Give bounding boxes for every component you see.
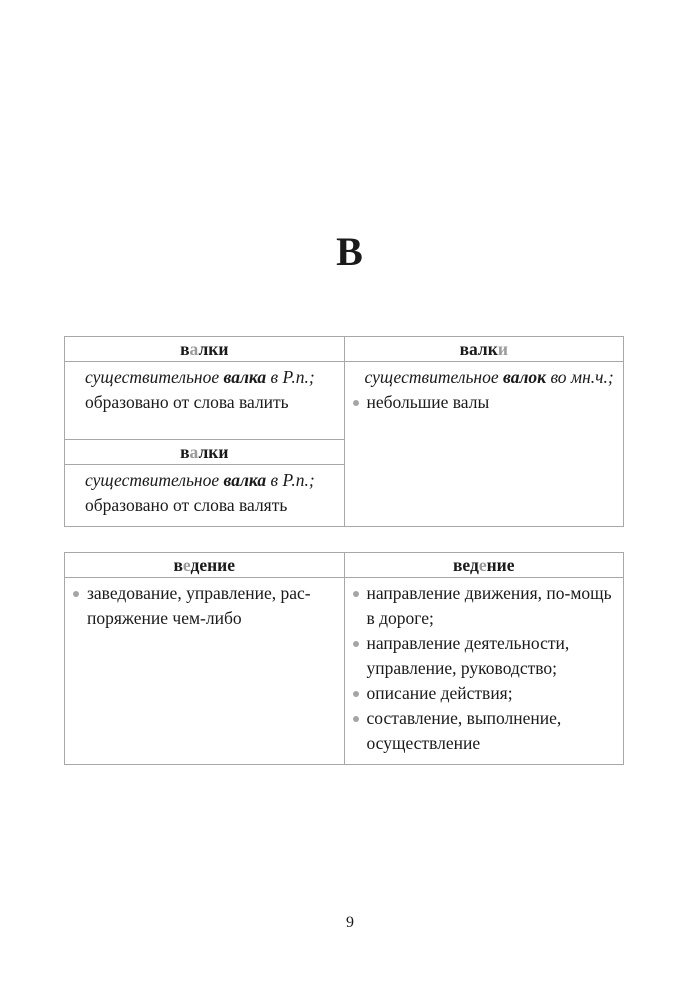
definition-bullet: составление, выполнение, осуществление xyxy=(351,706,616,756)
definition-bullet: направление деятельности, управление, руководство; xyxy=(351,631,616,681)
definition-bullet: описание действия; xyxy=(351,681,616,706)
bullet-icon xyxy=(353,400,359,406)
homograph-table-vedenie xyxy=(64,552,624,765)
definition-cell xyxy=(65,465,345,527)
table-header-right: валки xyxy=(344,337,624,362)
definition-bullet: направление движения, по-мощь в дороге; xyxy=(351,581,616,631)
definition-cell xyxy=(344,578,624,765)
bullet-icon xyxy=(353,641,359,647)
definition-cell xyxy=(65,578,345,765)
stress-vowel: е xyxy=(182,555,191,575)
definition-cell xyxy=(344,362,624,527)
definition-text: образовано от слова валить xyxy=(85,392,289,412)
bullet-icon xyxy=(353,691,359,697)
stress-vowel: а xyxy=(189,339,199,359)
definition-text: образовано от слова валять xyxy=(85,495,288,515)
definition-bullet: небольшие валы xyxy=(351,390,616,415)
stress-vowel: е xyxy=(478,555,487,575)
homograph-table-valki xyxy=(64,336,624,527)
bullet-icon xyxy=(353,716,359,722)
definition-cell xyxy=(65,362,345,440)
page-number: 9 xyxy=(346,914,354,931)
definition-grammar: существительное валка в Р.п.; xyxy=(85,367,315,387)
table-header-right: ведение xyxy=(344,553,624,578)
definition-bullet: заведование, управление, рас-поряжение чем-либо xyxy=(71,581,336,631)
bullet-icon xyxy=(353,591,359,597)
table-subheader: валки xyxy=(65,440,345,465)
definition-grammar: существительное валок во мн.ч.; xyxy=(364,367,614,387)
definition-grammar: существительное валка в Р.п.; xyxy=(85,470,315,490)
bullet-icon xyxy=(73,591,79,597)
stress-vowel: а xyxy=(189,442,199,462)
section-letter: В xyxy=(336,229,364,274)
table-header-left: ведение xyxy=(65,553,345,578)
table-header-left: валки xyxy=(65,337,345,362)
stress-vowel: и xyxy=(497,339,508,359)
